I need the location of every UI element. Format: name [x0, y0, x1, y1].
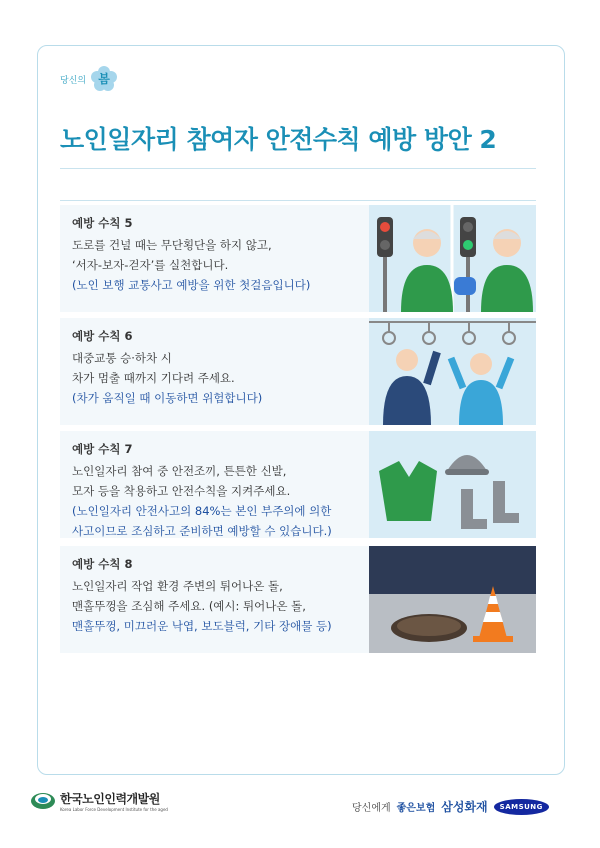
- brand-logo: [60, 64, 119, 94]
- rule-heading: 예방 수칙 8: [72, 557, 133, 571]
- rule-line: ‘서자-보자-걷자’를 실천합니다.: [72, 258, 229, 272]
- brand-prefix: 당신의: [60, 75, 87, 86]
- rule-block-8: [60, 546, 536, 653]
- rule-block-6: [60, 318, 536, 425]
- samsung-logo: SAMSUNG: [494, 799, 549, 815]
- rule-heading: 예방 수칙 6: [72, 329, 133, 343]
- rule-note: (노인 보행 교통사고 예방을 위한 첫걸음입니다): [72, 278, 311, 292]
- rule-heading: 예방 수칙 7: [72, 442, 133, 456]
- traffic-light-illustration: [369, 205, 536, 312]
- org-name-en: Korea Labor Force Development Institute for the aged: [60, 807, 168, 812]
- slogan-prefix: 당신에게: [352, 803, 391, 814]
- manhole-cone-illustration: [369, 546, 536, 653]
- sponsor: [352, 798, 549, 815]
- rule-block-5: [60, 205, 536, 312]
- rule-line: 노인일자리 참여 중 안전조끼, 튼튼한 신발,: [72, 464, 287, 478]
- rule-line: 도로를 건널 때는 무단횡단을 하지 않고,: [72, 238, 272, 252]
- rule-line: 차가 멈출 때까지 기다려 주세요.: [72, 371, 235, 385]
- org-logo: [30, 790, 168, 812]
- rule-line: 맨홀뚜껑을 조심해 주세요. (예시: 튀어나온 돌,: [72, 599, 306, 613]
- rule-block-7: [60, 431, 536, 538]
- rule-note: (차가 움직일 때 이동하면 위험합니다): [72, 391, 263, 405]
- flower-icon: [89, 64, 119, 94]
- slogan-bold: 좋은보험: [396, 803, 436, 814]
- insurer-name: 삼성화재: [441, 800, 488, 814]
- brand-word: 봄: [98, 72, 110, 86]
- divider: [60, 168, 536, 169]
- divider: [60, 200, 536, 201]
- rule-line: 노인일자리 작업 환경 주변의 튀어나온 돌,: [72, 579, 283, 593]
- org-name: 한국노인인력개발원: [60, 792, 160, 806]
- bus-passengers-illustration: [369, 318, 536, 425]
- rule-note: (노인일자리 안전사고의 84%는 본인 부주의에 의한: [72, 504, 332, 518]
- rule-note: 사고이므로 조심하고 준비하면 예방할 수 있습니다.): [72, 524, 332, 538]
- page-title: 노인일자리 참여자 안전수칙 예방 방안 2: [60, 125, 497, 154]
- rule-heading: 예방 수칙 5: [72, 216, 133, 230]
- rule-line: 대중교통 승·하차 시: [72, 351, 172, 365]
- rule-line: 모자 등을 착용하고 안전수칙을 지켜주세요.: [72, 484, 291, 498]
- org-emblem-icon: [30, 791, 56, 811]
- safety-gear-illustration: [369, 431, 536, 538]
- rule-note: 맨홀뚜껑, 미끄러운 낙엽, 보도블럭, 기타 장애물 등): [72, 619, 332, 633]
